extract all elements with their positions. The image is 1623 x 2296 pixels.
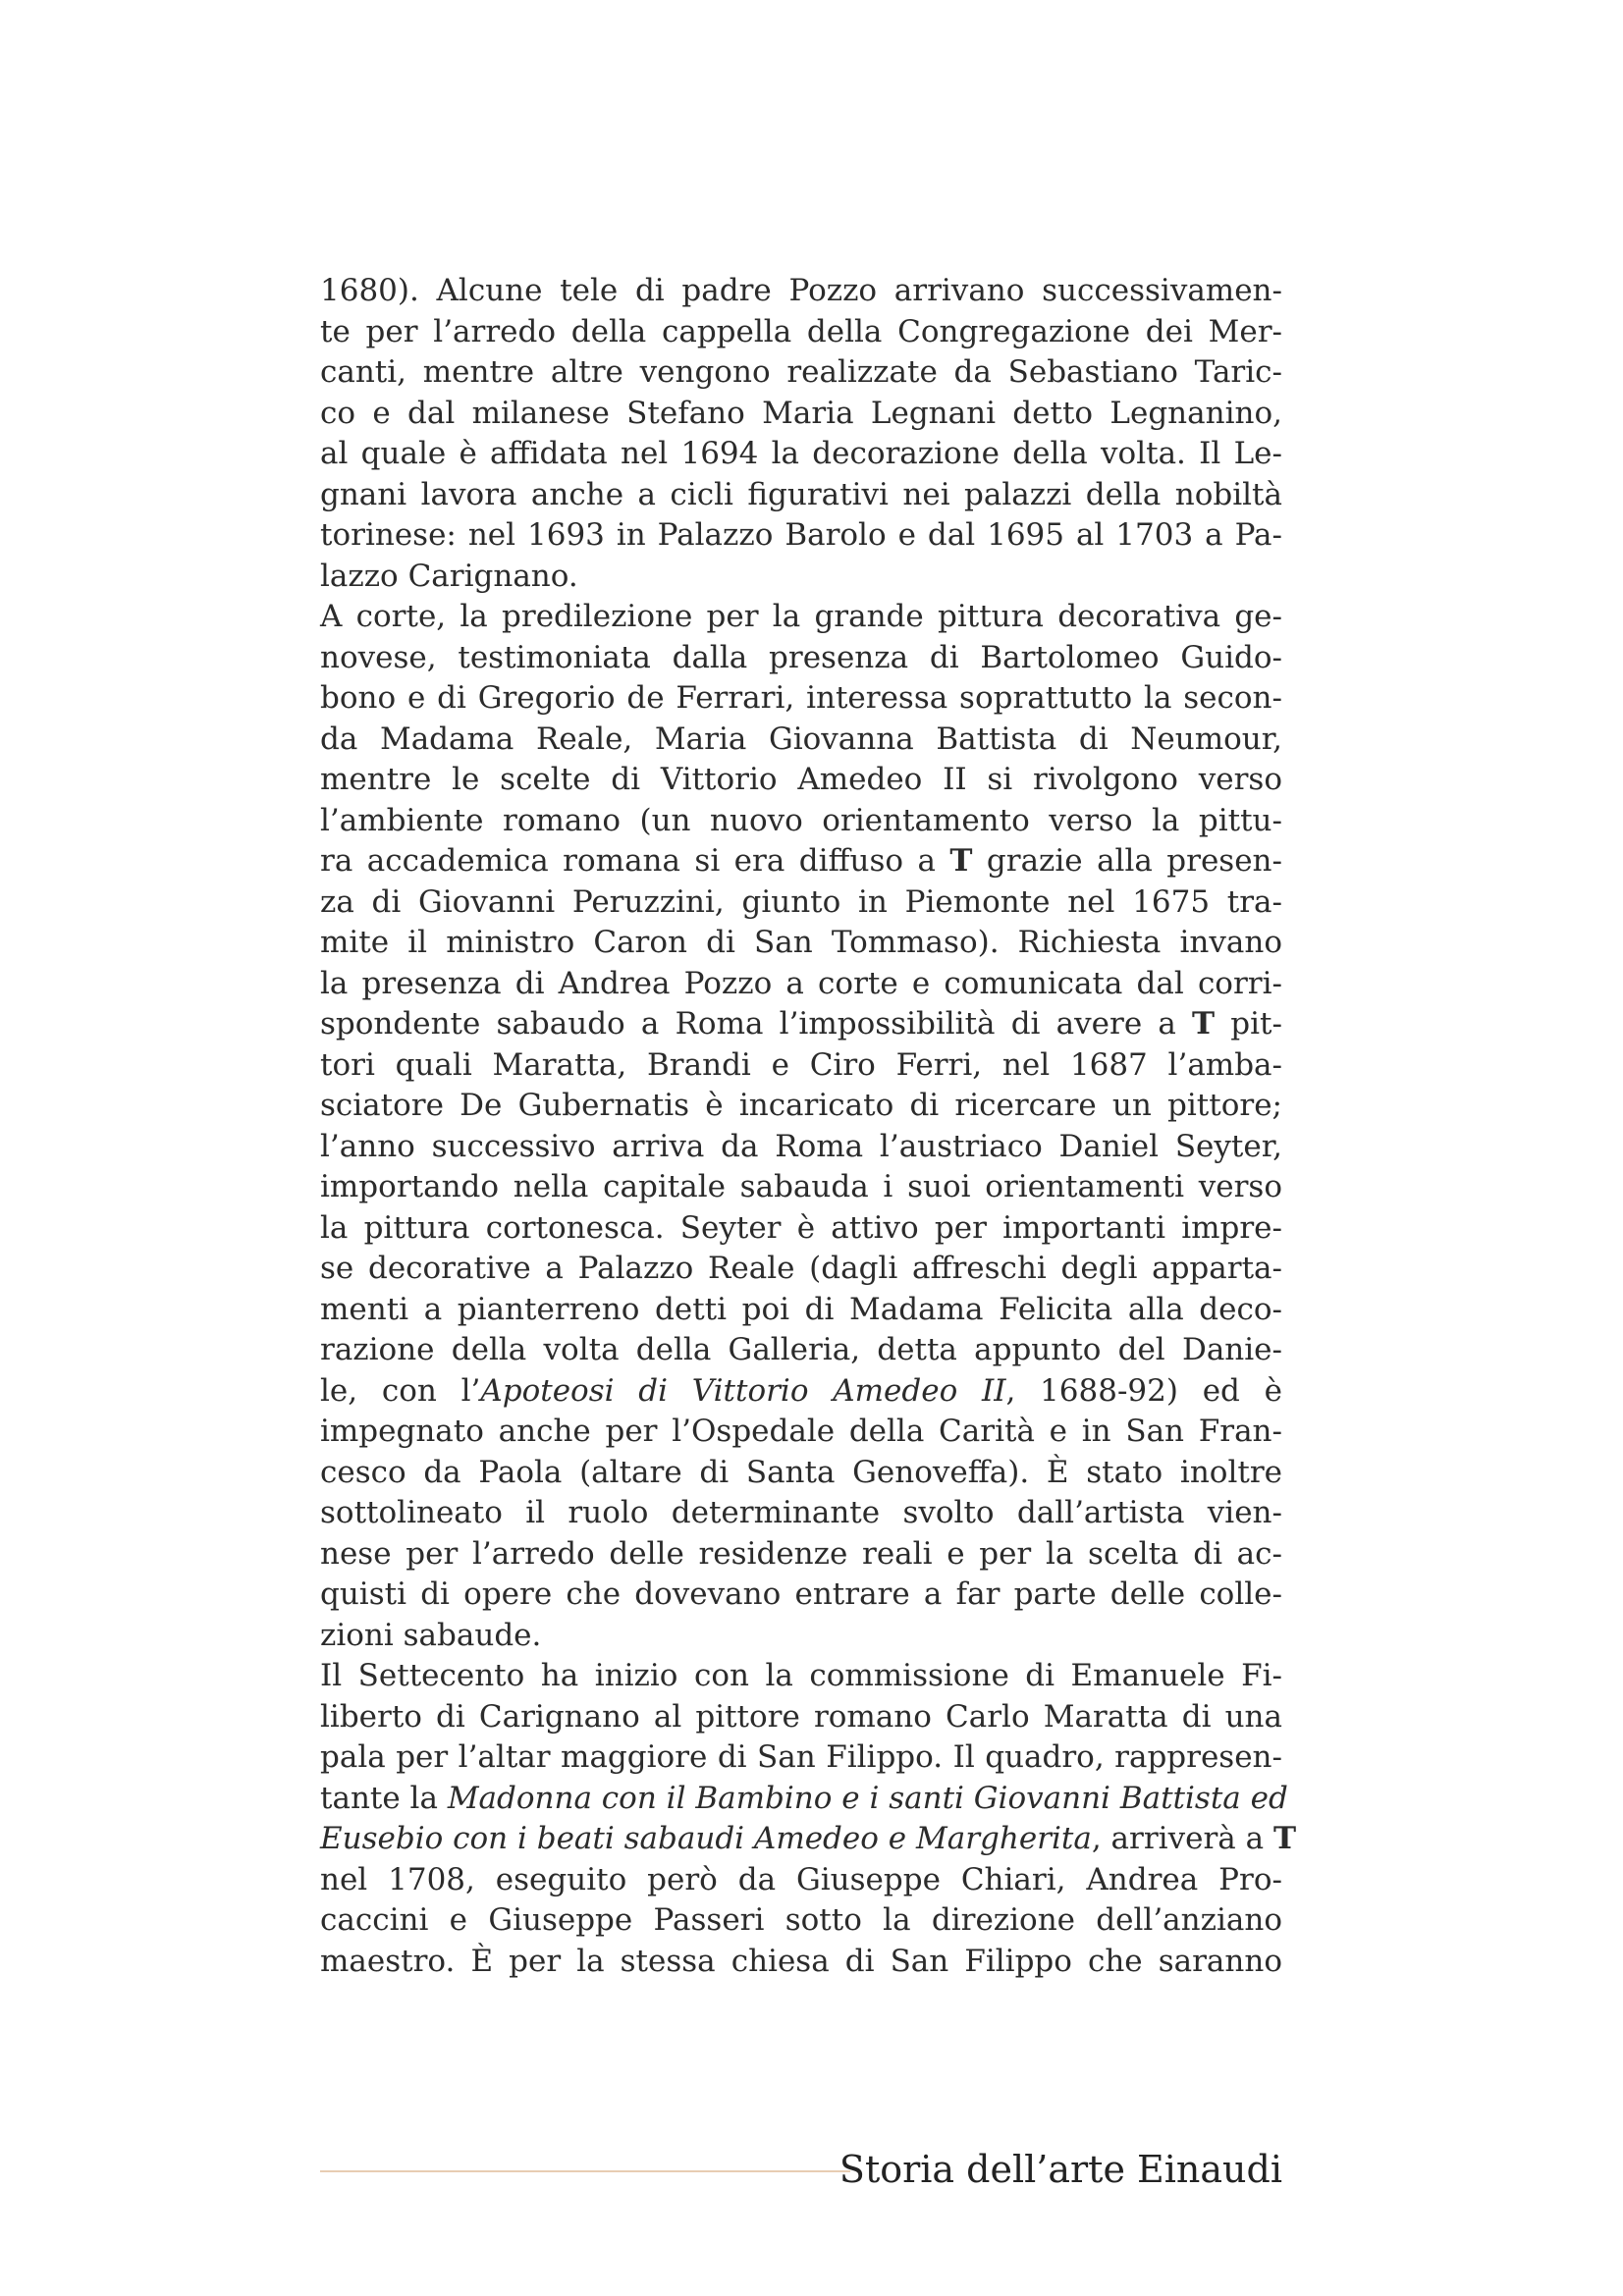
text-line	[320, 678, 1282, 720]
text-line	[320, 1249, 1282, 1290]
text-run: importando nella capitale sabauda i suoi orientamenti verso	[320, 1169, 1282, 1204]
text-line	[320, 1208, 1282, 1250]
text-line	[320, 1453, 1282, 1494]
text-run: gnani lavora anche a cicli figurativi nei palazzi della nobiltà	[320, 476, 1282, 512]
text-run: menti a pianterreno detti poi di Madama Felicita alla deco-	[320, 1291, 1282, 1327]
text-run: da Madama Reale, Maria Giovanna Battista di Neumour,	[320, 721, 1282, 757]
text-run: impegnato anche per l’Ospedale della Carità e in San Fran-	[320, 1414, 1282, 1449]
text-line	[320, 923, 1282, 964]
text-line	[320, 1737, 1282, 1779]
text-run: l’anno successivo arriva da Roma l’austriaco Daniel Seyter,	[320, 1128, 1282, 1164]
text-run: za di Giovanni Peruzzini, giunto in Piemonte nel 1675 tra-	[320, 883, 1282, 920]
text-line	[320, 1575, 1282, 1616]
text-line	[320, 1942, 1282, 1983]
text-line	[320, 1127, 1282, 1168]
text-line	[320, 801, 1282, 842]
text-run: novese, testimoniata dalla presenza di Bartolomeo Guido-	[320, 639, 1282, 675]
text-line	[320, 434, 1282, 475]
city-abbreviation: T	[1272, 1821, 1297, 1856]
text-run: spondente sabaudo a Roma l’impossibilità di avere a	[320, 1006, 1193, 1041]
text-run: , 1688-92) ed è	[1005, 1372, 1282, 1409]
text-line	[320, 1819, 1297, 1860]
text-run: co e dal milanese Stefano Maria Legnani detto Legnanino,	[320, 395, 1282, 431]
text-run: la presenza di Andrea Pozzo a corte e comunicata dal corri-	[320, 965, 1282, 1001]
text-line	[320, 1086, 1282, 1127]
italic-title: Apoteosi di Vittorio Amedeo II	[480, 1372, 1006, 1409]
text-line	[320, 557, 1282, 598]
text-line	[320, 352, 1282, 394]
text-line	[320, 1616, 1282, 1657]
text-run: grazie alla presen-	[972, 843, 1283, 879]
text-run: tante la	[320, 1780, 448, 1816]
text-run: sottolineato il ruolo determinante svolto dall’artista vien-	[320, 1495, 1282, 1530]
text-line	[320, 597, 1282, 638]
text-line	[320, 1290, 1282, 1331]
text-line	[320, 515, 1282, 557]
city-abbreviation: T	[949, 843, 973, 879]
text-line	[320, 1004, 1282, 1045]
text-run: mentre le scelte di Vittorio Amedeo II si rivolgono verso	[320, 762, 1282, 797]
text-line	[320, 720, 1282, 761]
text-run: al quale è affidata nel 1694 la decorazione della volta. Il Le-	[320, 436, 1282, 471]
text-run: zioni sabaude.	[320, 1617, 542, 1653]
text-run: lazzo Carignano.	[320, 558, 578, 594]
text-line	[320, 1412, 1282, 1453]
text-line	[320, 1779, 1288, 1820]
text-run: liberto di Carignano al pittore romano Carlo Maratta di una	[320, 1698, 1282, 1735]
text-line	[320, 882, 1282, 924]
text-line	[320, 1900, 1282, 1942]
text-line	[320, 841, 1282, 882]
text-run: 1680). Alcune tele di padre Pozzo arrivano successivamen-	[320, 273, 1282, 308]
text-line	[320, 271, 1282, 312]
text-run: cesco da Paola (altare di Santa Genoveffa). È stato inoltre	[320, 1454, 1282, 1490]
text-run: la pittura cortonesca. Seyter è attivo per importanti impre-	[320, 1209, 1282, 1246]
text-line	[320, 394, 1282, 435]
text-run: tori quali Maratta, Brandi e Ciro Ferri, nel 1687 l’amba-	[320, 1046, 1282, 1083]
text-run: se decorative a Palazzo Reale (dagli affreschi degli apparta-	[320, 1251, 1282, 1286]
text-line	[320, 1534, 1282, 1575]
text-run: bono e di Gregorio de Ferrari, interessa soprattutto la secon-	[320, 680, 1282, 716]
text-run: te per l’arredo della cappella della Congregazione dei Mer-	[320, 313, 1282, 349]
footer-rule	[320, 2170, 850, 2172]
body-text	[320, 271, 1297, 1982]
text-run: Il Settecento ha inizio con la commissione di Emanuele Fi-	[320, 1658, 1282, 1693]
italic-title: Madonna con il Bambino e i santi Giovanni Battista ed	[447, 1780, 1288, 1816]
text-line	[320, 1371, 1282, 1413]
text-run: maestro. È per la stessa chiesa di San Filippo che saranno	[320, 1943, 1282, 1979]
footer-title: Storia dell’arte Einaudi	[839, 2148, 1282, 2191]
text-line	[320, 1045, 1282, 1087]
text-run: l’ambiente romano (un nuovo orientamento verso la pittu-	[320, 802, 1282, 838]
text-run: mite il ministro Caron di San Tommaso). Richiesta invano	[320, 925, 1282, 960]
text-run: ra accademica romana si era diffuso a	[320, 843, 950, 879]
text-line	[320, 638, 1282, 679]
text-line	[320, 312, 1282, 353]
text-line	[320, 1860, 1282, 1901]
text-line	[320, 1656, 1282, 1697]
text-run: canti, mentre altre vengono realizzate da Sebastiano Taric-	[320, 354, 1282, 390]
text-line	[320, 1697, 1282, 1738]
text-line	[320, 1493, 1282, 1534]
text-run: le, con l’	[320, 1372, 481, 1409]
text-run: , arriverà a	[1091, 1821, 1273, 1856]
text-run: pala per l’altar maggiore di San Filippo. Il quadro, rappresen-	[320, 1739, 1282, 1775]
text-run: quisti di opere che dovevano entrare a far parte delle colle-	[320, 1576, 1282, 1612]
text-run: razione della volta della Galleria, detta appunto del Danie-	[320, 1332, 1282, 1367]
text-run: pit-	[1215, 1006, 1282, 1041]
city-abbreviation: T	[1192, 1006, 1216, 1041]
text-run: sciatore De Gubernatis è incaricato di ricercare un pittore;	[320, 1088, 1282, 1123]
text-line	[320, 475, 1282, 516]
italic-title: Eusebio con i beati sabaudi Amedeo e Margherita	[320, 1821, 1092, 1856]
text-run: A corte, la predilezione per la grande pittura decorativa ge-	[320, 599, 1282, 634]
text-line	[320, 1167, 1282, 1208]
text-run: nese per l’arredo delle residenze reali e per la scelta di ac-	[320, 1535, 1282, 1572]
text-line	[320, 964, 1282, 1005]
text-run: caccini e Giuseppe Passeri sotto la direzione dell’anziano	[320, 1902, 1282, 1938]
text-run: torinese: nel 1693 in Palazzo Barolo e dal 1695 al 1703 a Pa-	[320, 517, 1282, 553]
text-line	[320, 1330, 1282, 1371]
text-line	[320, 760, 1282, 801]
text-run: nel 1708, eseguito però da Giuseppe Chiari, Andrea Pro-	[320, 1861, 1282, 1897]
